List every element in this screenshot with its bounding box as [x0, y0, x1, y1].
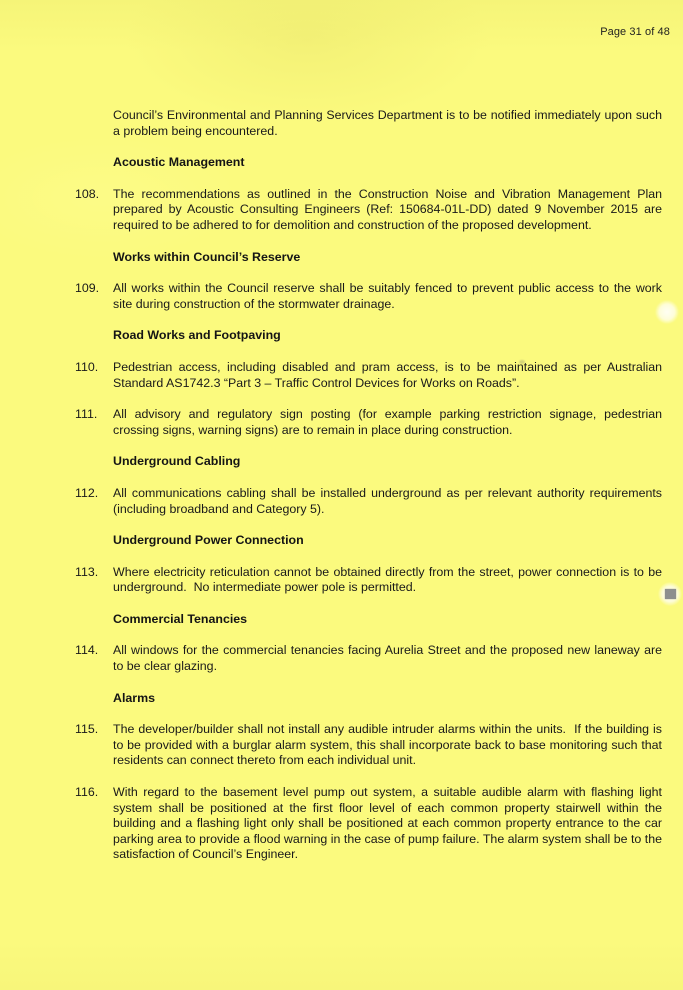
condition-item-116 — [75, 785, 662, 863]
section-heading-alarms: Alarms — [113, 690, 156, 705]
item-text: With regard to the basement level pump out system, a suitable audible alarm with flashing light system shall be positioned at the first floor level of each common property stairwell within the building and a flashing light only shall be positioned at each common property entrance to the car parking area to provide a flood warning in the case of pump failure. The alarm system shall be to the satisfaction of Council’s Engineer. — [113, 785, 662, 862]
section-heading-underground-power-connection: Underground Power Connection — [113, 533, 304, 548]
item-number: 112. — [75, 485, 99, 500]
item-text: The recommendations as outlined in the Construction Noise and Vibration Management Plan prepared by Acoustic Consulting Engineers (Ref: 150684-01L-DD) dated 9 November 2015 are required to be adhered to for demolition and construction of the proposed development. — [113, 186, 662, 232]
hole-punch-gray-square — [665, 589, 676, 599]
paragraph-continuation: Council’s Environmental and Planning Services Department is to be notified immediately upon such a problem being encountered. — [113, 108, 662, 138]
item-number: 111. — [75, 407, 98, 422]
section-heading-road-works-and-footpaving: Road Works and Footpaving — [113, 328, 281, 343]
item-text: All advisory and regulatory sign posting (for example parking restriction signage, pedestrian crossing signs, warning signs) are to remain in place during construction. — [113, 407, 662, 437]
section-heading-works-within-councils-reserve: Works within Council’s Reserve — [113, 249, 301, 264]
condition-item-112 — [75, 486, 662, 517]
item-text: Where electricity reticulation cannot be obtained directly from the street, power connection is to be underground. No intermediate power pole is permitted. — [113, 564, 662, 595]
item-number: 115. — [75, 722, 99, 737]
hole-punch-mark-top — [655, 300, 679, 324]
condition-item-115 — [75, 722, 662, 769]
item-text: Pedestrian access, including disabled and pram access, is to be maintained as per Australian Standard AS1742.3 “Part 3 – Traffic Control Devices for Works on Roads”. — [113, 359, 662, 390]
item-number: 108. — [75, 186, 100, 201]
item-number: 116. — [75, 785, 99, 800]
item-text: All communications cabling shall be installed underground as per relevant authority requirements (including broadband and Category 5). — [113, 485, 662, 516]
item-text: All windows for the commercial tenancies facing Aurelia Street and the proposed new laneway are to be clear glazing. — [113, 643, 662, 674]
condition-item-114 — [75, 643, 662, 674]
item-text: The developer/builder shall not install any audible intruder alarms within the units. If the building is to be provided with a burglar alarm system, this shall incorporate back to base monitoring such that residents can connect thereto from each individual unit. — [113, 722, 662, 768]
condition-item-111 — [75, 407, 662, 438]
item-number: 114. — [75, 643, 99, 658]
section-heading-commercial-tenancies: Commercial Tenancies — [113, 611, 248, 626]
page-number: Page 31 of 48 — [600, 26, 670, 38]
item-number: 109. — [75, 281, 100, 296]
condition-item-109 — [75, 281, 662, 312]
scan-speck — [519, 360, 525, 364]
item-text: All works within the Council reserve shall be suitably fenced to prevent public access to the work site during construction of the stormwater drainage. — [113, 281, 662, 311]
condition-item-108 — [75, 187, 662, 234]
item-number: 110. — [75, 359, 99, 374]
condition-item-113 — [75, 565, 662, 596]
section-heading-underground-cabling: Underground Cabling — [113, 454, 241, 469]
condition-item-110 — [75, 360, 662, 391]
section-heading-acoustic-management: Acoustic Management — [113, 155, 245, 170]
item-number: 113. — [75, 564, 99, 579]
